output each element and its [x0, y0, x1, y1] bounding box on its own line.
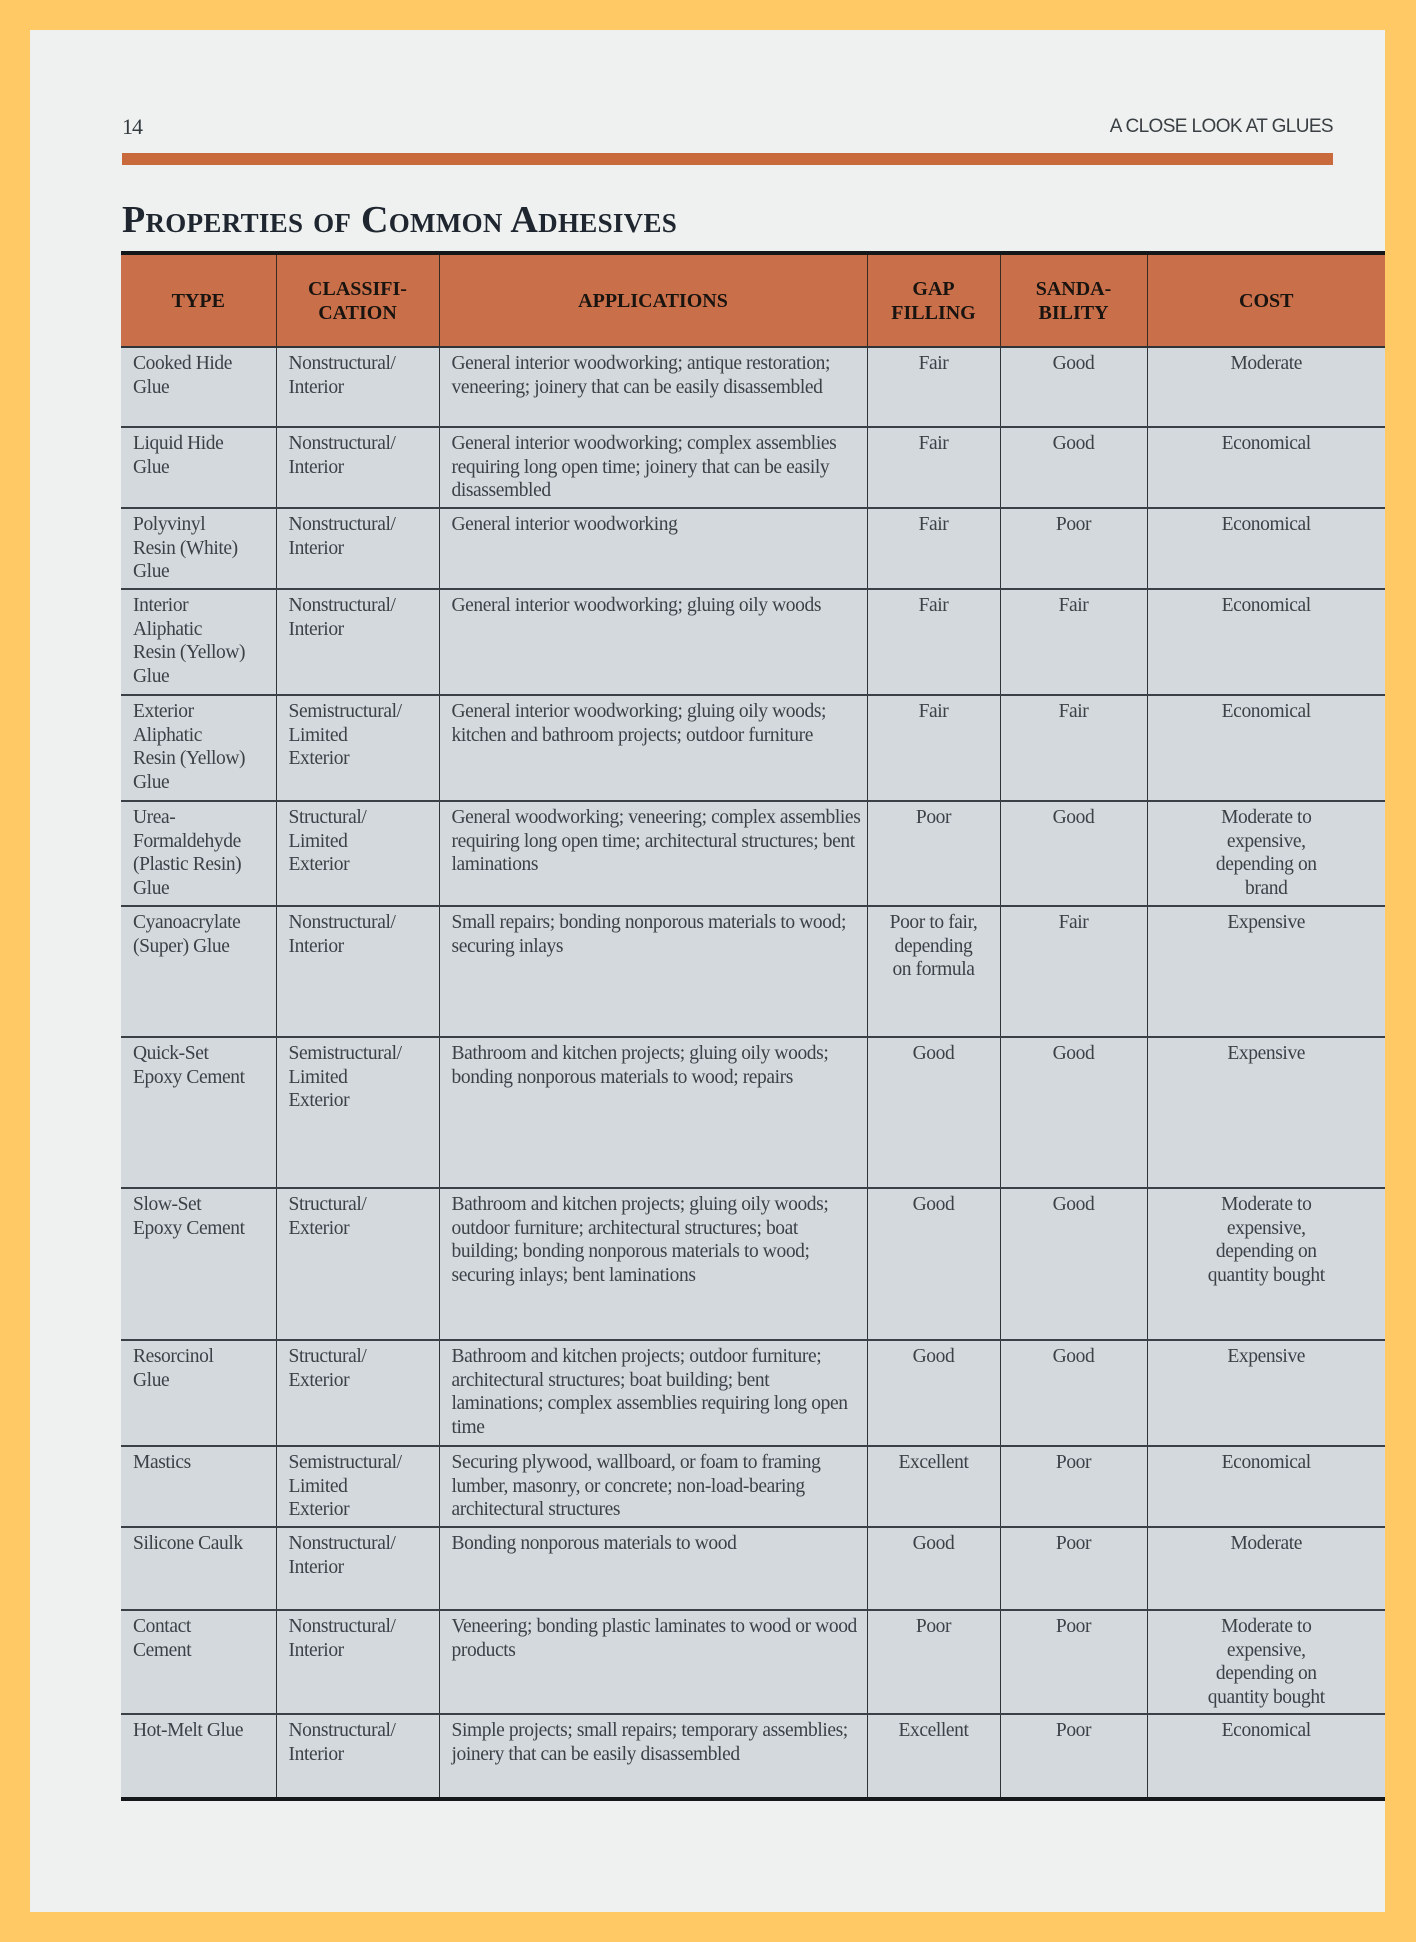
table-row	[121, 801, 1385, 906]
cell-classification: Nonstructural/ Interior	[276, 347, 439, 427]
cell-type: Silicone Caulk	[121, 1527, 276, 1610]
table-row	[121, 1527, 1385, 1610]
table-row	[121, 589, 1385, 695]
cell-sandability: Good	[1000, 1188, 1147, 1340]
cell-applications: Bathroom and kitchen projects; gluing oily woods; bonding nonporous materials to wood; repairs	[439, 1037, 867, 1188]
cell-applications: General interior woodworking; gluing oily woods	[439, 589, 867, 695]
cell-cost: Economical	[1147, 427, 1385, 508]
table-row	[121, 1340, 1385, 1446]
page-title: Properties of Common Adhesives	[122, 199, 678, 241]
cell-cost: Moderate to expensive, depending on brand	[1147, 801, 1385, 906]
cell-gap-filling: Fair	[867, 589, 1000, 695]
cell-sandability: Poor	[1000, 1527, 1147, 1610]
cell-type: Mastics	[121, 1446, 276, 1527]
cell-sandability: Good	[1000, 1340, 1147, 1446]
cell-type: Urea- Formaldehyde (Plastic Resin) Glue	[121, 801, 276, 906]
cell-classification: Structural/ Exterior	[276, 1340, 439, 1446]
cell-classification: Structural/ Exterior	[276, 1188, 439, 1340]
cell-gap-filling: Poor	[867, 1610, 1000, 1714]
cell-classification: Nonstructural/ Interior	[276, 1527, 439, 1610]
cell-classification: Nonstructural/ Interior	[276, 589, 439, 695]
cell-cost: Moderate to expensive, depending on quantity bought	[1147, 1188, 1385, 1340]
cell-applications: Bathroom and kitchen projects; gluing oily woods; outdoor furniture; architectural structures; boat building; bonding nonporous materials to wood; securing inlays; bent laminations	[439, 1188, 867, 1340]
cell-gap-filling: Good	[867, 1037, 1000, 1188]
cell-applications: General interior woodworking; complex assemblies requiring long open time; joinery that can be easily disassembled	[439, 427, 867, 508]
cell-classification: Nonstructural/ Interior	[276, 1714, 439, 1797]
cell-applications: Small repairs; bonding nonporous materials to wood; securing inlays	[439, 906, 867, 1037]
cell-classification: Nonstructural/ Interior	[276, 427, 439, 508]
table-row	[121, 1446, 1385, 1527]
cell-sandability: Good	[1000, 1037, 1147, 1188]
adhesives-table	[121, 251, 1385, 1801]
column-header-applications: APPLICATIONS	[439, 255, 867, 347]
cell-applications: Bathroom and kitchen projects; outdoor furniture; architectural structures; boat building; bent laminations; complex assemblies requiring long open time	[439, 1340, 867, 1446]
table-row	[121, 1037, 1385, 1188]
header-rule	[122, 153, 1333, 165]
cell-cost: Economical	[1147, 1714, 1385, 1797]
column-header-cost: COST	[1147, 255, 1385, 347]
running-head: A CLOSE LOOK AT GLUES	[1109, 116, 1333, 137]
cell-gap-filling: Fair	[867, 347, 1000, 427]
cell-type: Contact Cement	[121, 1610, 276, 1714]
cell-applications: General woodworking; veneering; complex assemblies requiring long open time; architectural structures; bent laminations	[439, 801, 867, 906]
column-header-sandability: SANDA- BILITY	[1000, 255, 1147, 347]
cell-sandability: Poor	[1000, 1714, 1147, 1797]
cell-cost: Economical	[1147, 508, 1385, 589]
cell-gap-filling: Excellent	[867, 1714, 1000, 1797]
cell-cost: Moderate	[1147, 1527, 1385, 1610]
table-row	[121, 427, 1385, 508]
cell-classification: Nonstructural/ Interior	[276, 906, 439, 1037]
cell-gap-filling: Poor to fair, depending on formula	[867, 906, 1000, 1037]
cell-gap-filling: Good	[867, 1527, 1000, 1610]
cell-cost: Expensive	[1147, 906, 1385, 1037]
cell-classification: Semistructural/ Limited Exterior	[276, 1037, 439, 1188]
cell-classification: Semistructural/ Limited Exterior	[276, 1446, 439, 1527]
cell-cost: Economical	[1147, 695, 1385, 801]
cell-cost: Expensive	[1147, 1037, 1385, 1188]
cell-sandability: Fair	[1000, 589, 1147, 695]
cell-gap-filling: Poor	[867, 801, 1000, 906]
page-number: 14	[122, 114, 142, 139]
cell-gap-filling: Fair	[867, 508, 1000, 589]
cell-type: Slow-Set Epoxy Cement	[121, 1188, 276, 1340]
cell-gap-filling: Good	[867, 1188, 1000, 1340]
cell-sandability: Poor	[1000, 1610, 1147, 1714]
cell-classification: Nonstructural/ Interior	[276, 1610, 439, 1714]
table-row	[121, 695, 1385, 801]
cell-applications: Simple projects; small repairs; temporary assemblies; joinery that can be easily disassembled	[439, 1714, 867, 1797]
cell-applications: Securing plywood, wallboard, or foam to framing lumber, masonry, or concrete; non-load-bearing architectural structures	[439, 1446, 867, 1527]
column-header-gap-filling: GAP FILLING	[867, 255, 1000, 347]
cell-type: Cyanoacrylate (Super) Glue	[121, 906, 276, 1037]
cell-type: Cooked Hide Glue	[121, 347, 276, 427]
cell-type: Polyvinyl Resin (White) Glue	[121, 508, 276, 589]
table-header-row	[121, 255, 1385, 347]
cell-cost: Expensive	[1147, 1340, 1385, 1446]
cell-gap-filling: Fair	[867, 427, 1000, 508]
table-row	[121, 1610, 1385, 1714]
cell-type: Quick-Set Epoxy Cement	[121, 1037, 276, 1188]
column-header-classification: CLASSIFI- CATION	[276, 255, 439, 347]
cell-applications: Veneering; bonding plastic laminates to wood or wood products	[439, 1610, 867, 1714]
cell-cost: Economical	[1147, 1446, 1385, 1527]
cell-sandability: Fair	[1000, 695, 1147, 801]
cell-cost: Moderate to expensive, depending on quantity bought	[1147, 1610, 1385, 1714]
cell-classification: Semistructural/ Limited Exterior	[276, 695, 439, 801]
cell-classification: Structural/ Limited Exterior	[276, 801, 439, 906]
cell-cost: Moderate	[1147, 347, 1385, 427]
cell-sandability: Good	[1000, 427, 1147, 508]
cell-applications: General interior woodworking	[439, 508, 867, 589]
column-header-type: TYPE	[121, 255, 276, 347]
cell-classification: Nonstructural/ Interior	[276, 508, 439, 589]
table-row	[121, 1714, 1385, 1797]
cell-applications: Bonding nonporous materials to wood	[439, 1527, 867, 1610]
cell-applications: General interior woodworking; antique restoration; veneering; joinery that can be easily disassembled	[439, 347, 867, 427]
cell-sandability: Poor	[1000, 508, 1147, 589]
cell-type: Exterior Aliphatic Resin (Yellow) Glue	[121, 695, 276, 801]
table-row	[121, 1188, 1385, 1340]
cell-type: Hot-Melt Glue	[121, 1714, 276, 1797]
cell-cost: Economical	[1147, 589, 1385, 695]
cell-sandability: Fair	[1000, 906, 1147, 1037]
page	[30, 30, 1385, 1912]
table-row	[121, 347, 1385, 427]
cell-applications: General interior woodworking; gluing oily woods; kitchen and bathroom projects; outdoor furniture	[439, 695, 867, 801]
cell-type: Resorcinol Glue	[121, 1340, 276, 1446]
cell-sandability: Good	[1000, 347, 1147, 427]
cell-gap-filling: Excellent	[867, 1446, 1000, 1527]
cell-type: Liquid Hide Glue	[121, 427, 276, 508]
cell-sandability: Good	[1000, 801, 1147, 906]
cell-type: Interior Aliphatic Resin (Yellow) Glue	[121, 589, 276, 695]
table-row	[121, 906, 1385, 1037]
cell-gap-filling: Good	[867, 1340, 1000, 1446]
cell-gap-filling: Fair	[867, 695, 1000, 801]
cell-sandability: Poor	[1000, 1446, 1147, 1527]
table-row	[121, 508, 1385, 589]
